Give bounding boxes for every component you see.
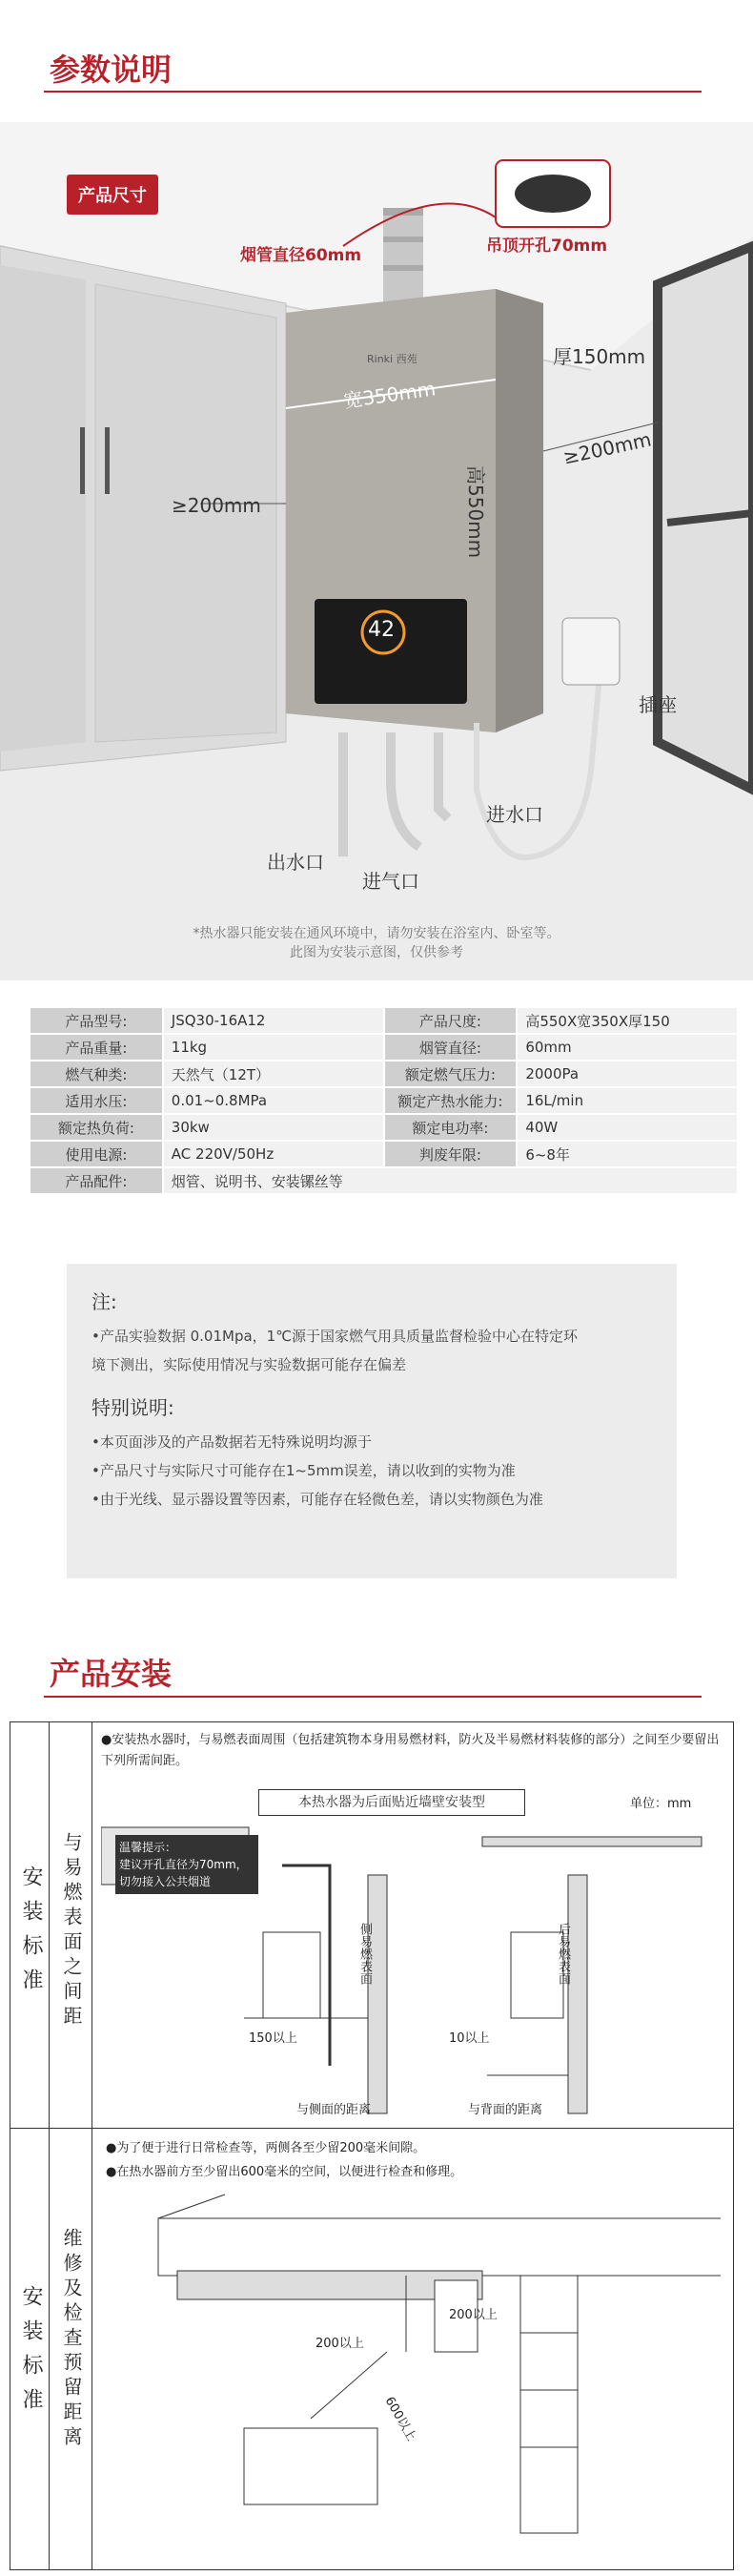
height-label: 高550mm (464, 465, 487, 559)
install-note: *热水器只能安装在通风环境中，请勿安装在浴室内、卧室等。 (193, 926, 560, 941)
spec-value: 高550X宽350X厚150 (517, 1007, 738, 1034)
distance-200-right: 200以上 (449, 2308, 498, 2322)
spec-key: 使用电源: (30, 1141, 163, 1167)
tip-body: 建议开孔直径为70mm，切勿接入公共烟道 (119, 1858, 248, 1888)
maintenance-text-1: ●为了便于进行日常检查等，两侧各至少留200毫米间隙。 (106, 2141, 426, 2155)
spec-key: 产品重量: (30, 1034, 163, 1061)
spec-value: 6~8年 (517, 1141, 738, 1167)
title-rule (44, 91, 702, 93)
spec-key: 产品尺度: (384, 1007, 518, 1034)
spec-value: 16L/min (517, 1087, 738, 1114)
distance-200-left: 200以上 (315, 2337, 364, 2351)
ceiling-hole-label: 吊顶开孔70mm (486, 237, 608, 256)
special-note-3: •由于光线、显示器设置等因素，可能存在轻微色差，请以实物颜色为准 (92, 1491, 543, 1508)
unit-label: 单位：mm (630, 1797, 692, 1811)
spec-row (30, 1087, 738, 1114)
gap-150-label: 150以上 (249, 2031, 297, 2046)
spec-row (30, 1141, 738, 1167)
distance-600: 600以上 (381, 2394, 418, 2444)
spec-row (30, 1114, 738, 1141)
water-inlet-label: 进水口 (486, 803, 543, 826)
spec-key: 判废年限: (384, 1141, 518, 1167)
side-distance-caption: 与侧面的距离 (296, 2103, 372, 2117)
spec-row (30, 1034, 738, 1061)
spec-value: 30kw (163, 1114, 384, 1141)
install-standard-table (10, 1721, 734, 2570)
spec-key: 额定产热水能力: (384, 1087, 518, 1114)
spec-key: 烟管直径: (384, 1034, 518, 1061)
product-size-tag: 产品尺寸 (67, 175, 158, 215)
spec-value: 天然气（12T） (163, 1061, 384, 1087)
note-line-1a: •产品实验数据 0.01Mpa，1℃源于国家燃气用具质量监督检验中心在特定环 (92, 1328, 579, 1345)
note-line-1b: 境下测出，实际使用情况与实验数据可能存在偏差 (92, 1356, 407, 1373)
spec-key: 产品配件: (30, 1167, 163, 1194)
spec-key: 额定电功率: (384, 1114, 518, 1141)
spec-row-accessories (30, 1167, 738, 1194)
maintenance-diagram (101, 2190, 721, 2562)
flammable-distance-label: 与易燃表面之间距 (60, 1832, 83, 2030)
spec-key: 额定燃气压力: (384, 1061, 518, 1087)
special-note-2: •产品尺寸与实际尺寸可能存在1~5mm误差，请以收到的实物为准 (92, 1462, 516, 1479)
maintenance-distance-label: 维修及检查预留距离 (60, 2228, 83, 2451)
spec-key: 产品型号: (30, 1007, 163, 1034)
width-label: 宽350mm (342, 377, 438, 413)
flue-diameter-label: 烟管直径60mm (240, 246, 362, 265)
section-title-params: 参数说明 (50, 52, 173, 88)
spec-value: 60mm (517, 1034, 738, 1061)
back-distance-caption: 与背面的距离 (468, 2103, 543, 2117)
notes-box (67, 1264, 677, 1578)
spec-value: JSQ30-16A12 (163, 1007, 384, 1034)
maintenance-text-2: ●在热水器前方至少留出600毫米的空间，以便进行检查和修理。 (106, 2165, 463, 2179)
side-flammable-label: 侧易燃表面 (357, 1923, 372, 1985)
diagram-title: 本热水器为后面贴近墙壁安装型 (258, 1789, 525, 1816)
water-outlet-label: 出水口 (267, 851, 324, 874)
spec-key: 适用水压: (30, 1087, 163, 1114)
room-scene (0, 122, 753, 980)
title-rule-2 (44, 1696, 702, 1698)
left-gap-label: ≥200mm (172, 494, 261, 517)
section-title-install: 产品安装 (50, 1656, 173, 1692)
spec-value: 40W (517, 1114, 738, 1141)
spec-value: AC 220V/50Hz (163, 1141, 384, 1167)
spec-value: 烟管、说明书、安装镙丝等 (163, 1167, 738, 1194)
spec-value: 11kg (163, 1034, 384, 1061)
spec-key: 燃气种类: (30, 1061, 163, 1087)
right-gap-label: ≥200mm (560, 427, 654, 469)
back-flammable-label: 后易燃表面 (556, 1923, 570, 1985)
gas-inlet-label: 进气口 (362, 870, 419, 893)
spec-table (29, 1006, 739, 1195)
special-notes-title: 特别说明: (92, 1396, 174, 1419)
tip-title: 温馨提示： (119, 1841, 177, 1854)
flammable-distance-text: ●安装热水器时，与易燃表面周围（包括建筑物本身用易燃材料，防火及半易燃材料装修的部分）之间至少要留出下列所需间距。 (101, 1733, 720, 1768)
special-note-1: •本页面涉及的产品数据若无特殊说明均源于 (92, 1433, 372, 1451)
spec-row (30, 1061, 738, 1087)
socket-label: 插座 (639, 693, 677, 716)
spec-value: 2000Pa (517, 1061, 738, 1087)
spec-value: 0.01~0.8MPa (163, 1087, 384, 1114)
spec-row (30, 1007, 738, 1034)
notes-title: 注: (92, 1290, 117, 1313)
install-standard-label-2: 安装标准 (19, 2285, 43, 2422)
gap-10-label: 10以上 (449, 2031, 490, 2046)
tip-box (115, 1835, 258, 1894)
install-standard-label-1: 安装标准 (19, 1865, 43, 2003)
install-note-2: 此图为安装示意图，仅供参考 (290, 945, 463, 960)
thickness-label: 厚150mm (553, 345, 646, 368)
spec-key: 额定热负荷: (30, 1114, 163, 1141)
product-size-illustration (0, 122, 753, 980)
brand-logo: Rinki 西苑 (367, 353, 417, 365)
display-temperature: 42 (368, 618, 395, 642)
